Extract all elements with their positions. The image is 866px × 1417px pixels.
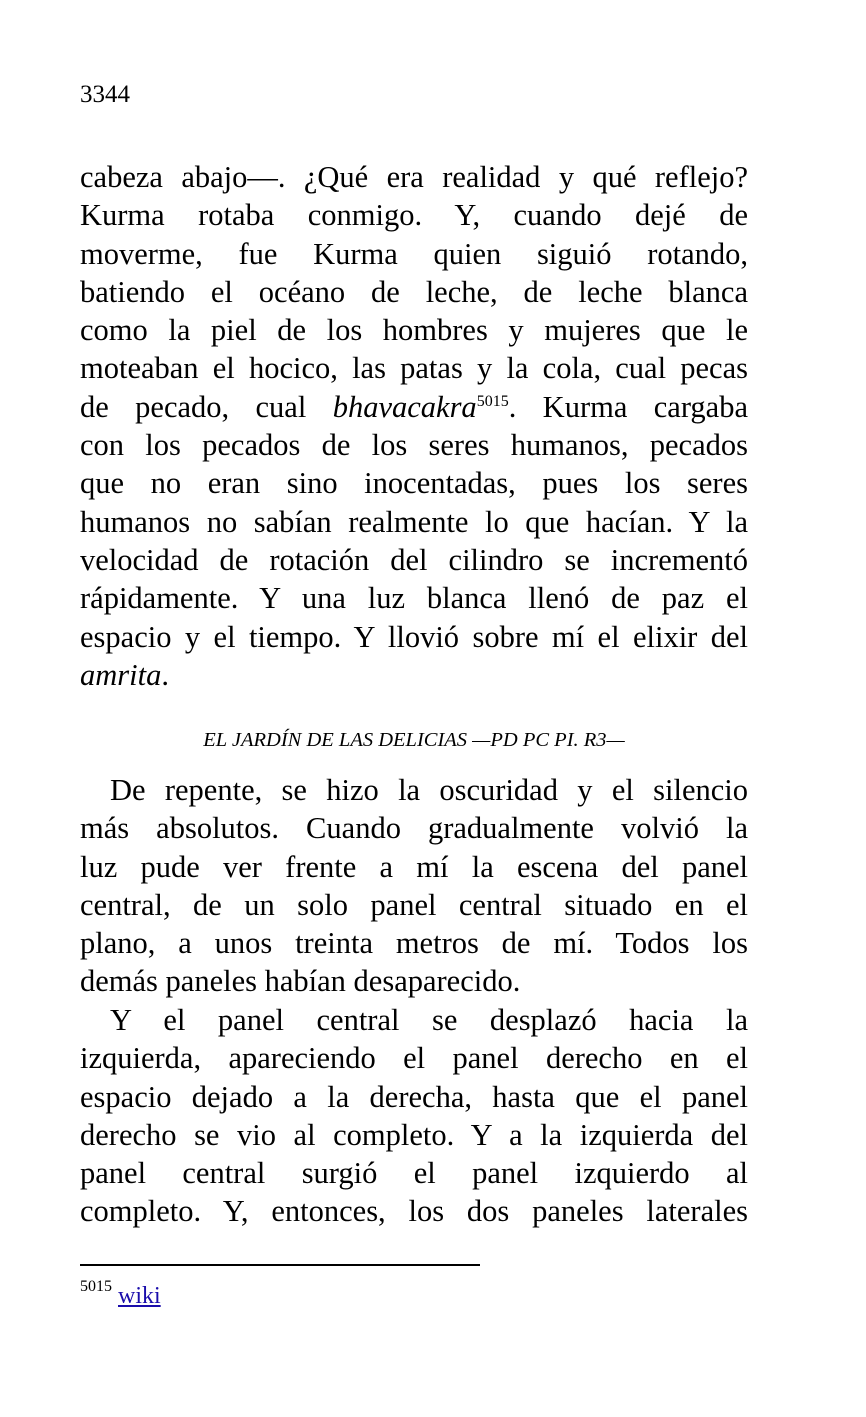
- footnote-number: 5015: [80, 1278, 112, 1295]
- text-line-with-footnote-ref: [80, 388, 748, 426]
- italic-term: amrita: [80, 657, 162, 692]
- text-line: humanos no sabían realmente lo que hacían. Y la: [80, 504, 748, 539]
- text-line-last: demás paneles habían desaparecido.: [80, 964, 521, 999]
- text-line-indented: [80, 1001, 748, 1039]
- text-fragment: de pecado, cual: [80, 389, 333, 424]
- text-line: plano, a unos treinta metros de mí. Todos los: [80, 926, 748, 961]
- text-fragment: .: [161, 657, 169, 692]
- text-fragment: Y el panel central se desplazó hacia la: [110, 1003, 748, 1037]
- footnote-wiki-link[interactable]: wiki: [118, 1283, 161, 1309]
- text-line: como la piel de los hombres y mujeres que le: [80, 313, 748, 348]
- text-line: completo. Y, entonces, los dos paneles laterales: [80, 1194, 748, 1229]
- page-number: 3344: [80, 81, 130, 108]
- section-heading: EL JARDÍN DE LAS DELICIAS —PD PC PI. R3—: [203, 729, 625, 751]
- text-line: Kurma rotaba conmigo. Y, cuando dejé de: [80, 198, 748, 233]
- footnote-reference[interactable]: 5015: [476, 392, 509, 410]
- text-line: moteaban el hocico, las patas y la cola, cual pecas: [80, 351, 748, 386]
- text-line: espacio dejado a la derecha, hasta que el panel: [80, 1079, 748, 1114]
- text-line: moverme, fue Kurma quien siguió rotando,: [80, 236, 748, 271]
- text-line: panel central surgió el panel izquierdo al: [80, 1156, 748, 1191]
- text-line: cabeza abajo—. ¿Qué era realidad y qué reflejo?: [80, 160, 748, 194]
- text-fragment: De repente, se hizo la oscuridad y el silencio: [110, 773, 748, 807]
- footnote: [80, 1278, 161, 1311]
- paragraph-2: [80, 771, 748, 1001]
- text-line-indented: [80, 771, 748, 809]
- text-line: batiendo el océano de leche, de leche blanca: [80, 274, 748, 309]
- text-line: que no eran sino inocentadas, pues los seres: [80, 466, 748, 501]
- footnote-divider: [80, 1264, 480, 1266]
- text-line: velocidad de rotación del cilindro se incrementó: [80, 542, 748, 577]
- text-line-last: [80, 656, 748, 694]
- italic-term: bhavacakra: [332, 389, 477, 424]
- text-line: derecho se vio al completo. Y a la izquierda del: [80, 1117, 748, 1152]
- paragraph-1: [80, 158, 748, 694]
- text-line: izquierda, apareciendo el panel derecho en el: [80, 1041, 748, 1076]
- text-fragment: . Kurma cargaba: [508, 389, 749, 424]
- text-line: espacio y el tiempo. Y llovió sobre mí el elixir del: [80, 619, 748, 654]
- paragraph-3: [80, 1001, 748, 1231]
- text-line: luz pude ver frente a mí la escena del panel: [80, 849, 748, 884]
- text-line: más absolutos. Cuando gradualmente volvió la: [80, 811, 748, 846]
- text-line: con los pecados de los seres humanos, pecados: [80, 428, 748, 463]
- text-line: central, de un solo panel central situado en el: [80, 887, 748, 922]
- text-line: rápidamente. Y una luz blanca llenó de paz el: [80, 581, 748, 616]
